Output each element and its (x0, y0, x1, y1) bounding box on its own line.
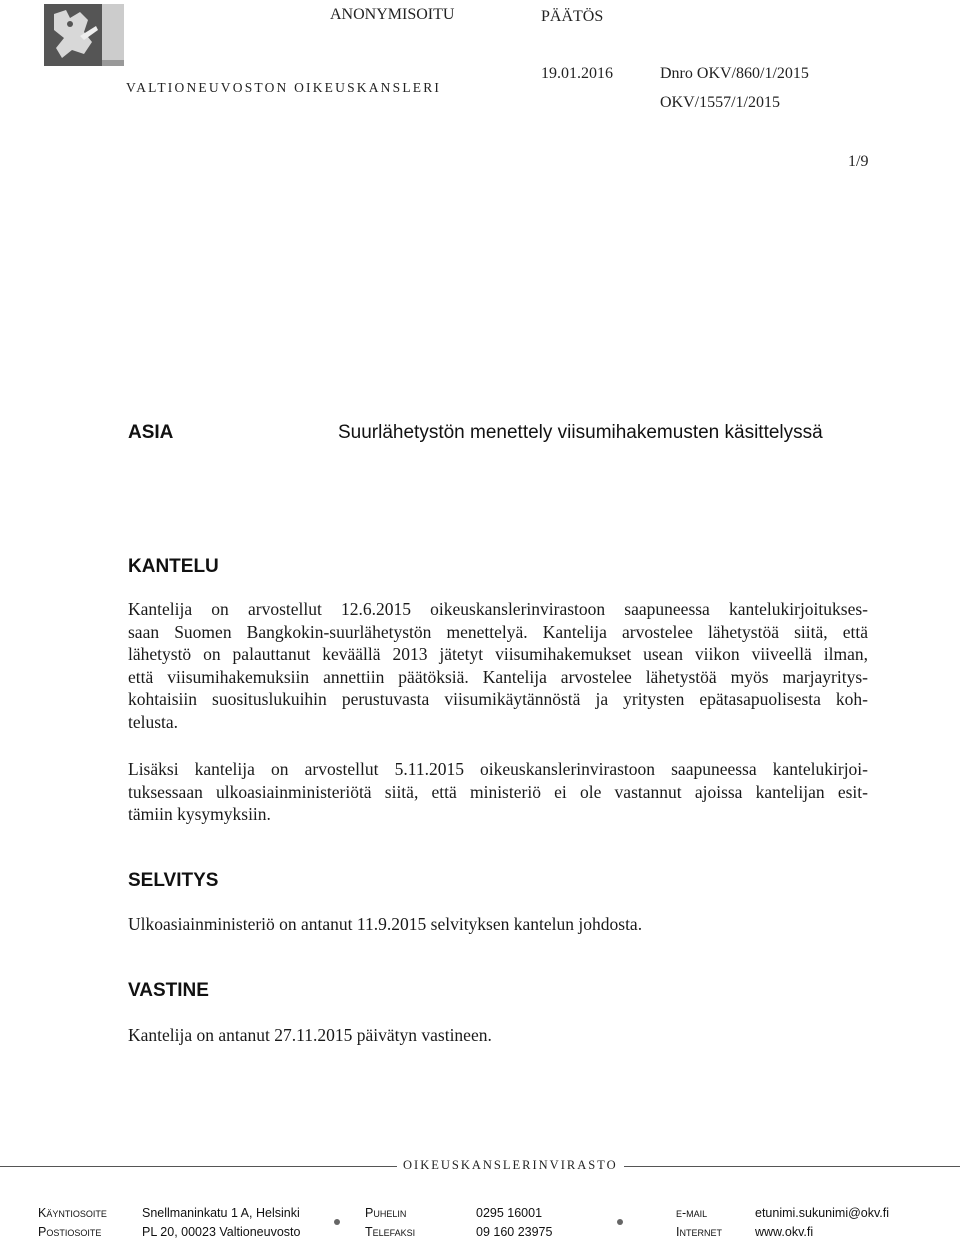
kantelu-paragraph-2 (128, 758, 868, 826)
phone-label (365, 1206, 406, 1220)
text-line: telusta. (128, 711, 179, 732)
selvitys-heading: SELVITYS (128, 870, 219, 891)
label-text: Telefaksi (365, 1225, 416, 1239)
asia-subject: Suurlähetystön menettely viisumihakemusten käsittelyssä (338, 422, 823, 443)
fax-number: 09 160 23975 (476, 1225, 553, 1239)
email-address[interactable]: etunimi.sukunimi@okv.fi (755, 1206, 890, 1220)
footer-bullet (617, 1219, 623, 1225)
postal-address-label (38, 1225, 101, 1239)
coat-of-arms-logo (40, 2, 128, 72)
postal-address: PL 20, 00023 Valtioneuvosto (142, 1225, 301, 1239)
selvitys-text (128, 913, 868, 936)
classification-label: ANONYMISOITU (330, 6, 455, 23)
label-text: e-mail (676, 1206, 708, 1220)
vastine-text (128, 1024, 868, 1047)
footer-organization: OIKEUSKANSLERINVIRASTO (397, 1158, 624, 1173)
text-line: Kantelija on antanut 27.11.2015 päivätyn vastineen. (128, 1025, 492, 1045)
text-line: tämiin kysymyksiin. (128, 804, 271, 825)
label-text: Postiosoite (38, 1225, 102, 1239)
organization-name: VALTIONEUVOSTON OIKEUSKANSLERI (126, 80, 442, 95)
document-type: PÄÄTÖS (541, 8, 604, 25)
text-line: kohtaisiin suosituslukuihin perustuvasta viisumikäytännöstä ja yritysten epätasapuolisesta koh- (128, 689, 868, 710)
text-line: lähetystö on palauttanut keväällä 2013 jätetyt viisumihakemukset usean viikon viiveellä ilman, (128, 644, 868, 665)
text-line: saan Suomen Bangkokin-suurlähetystön menettelyä. Kantelija arvostelee lähetystöä siitä, että (128, 621, 868, 642)
page-number: 1/9 (848, 153, 869, 170)
text-line: tuksessaan ulkoasiainministeriötä siitä, että ministeriö ei ole vastannut ajoissa kantelijan esit- (128, 781, 868, 802)
visiting-address-label (38, 1206, 107, 1220)
website-link[interactable]: www.okv.fi (755, 1225, 814, 1239)
text-line: Ulkoasiainministeriö on antanut 11.9.2015 selvityksen kantelun johdosta. (128, 914, 643, 934)
internet-label (676, 1225, 722, 1239)
kantelu-heading: KANTELU (128, 556, 219, 577)
fax-label (365, 1225, 415, 1239)
visiting-address: Snellmaninkatu 1 A, Helsinki (142, 1206, 300, 1220)
email-label (676, 1206, 707, 1220)
label-text: Puhelin (365, 1206, 407, 1220)
phone-number: 0295 16001 (476, 1206, 543, 1220)
vastine-heading: VASTINE (128, 980, 209, 1001)
label-text: Internet (676, 1225, 722, 1239)
text-line: Lisäksi kantelija on arvostellut 5.11.2015 oikeuskanslerinvirastoon saapuneessa kantelukirjoi- (128, 759, 868, 779)
text-line: Kantelija on arvostellut 12.6.2015 oikeuskanslerinvirastoon saapuneessa kantelukirjoitukses- (128, 599, 868, 619)
dnro-primary: Dnro OKV/860/1/2015 (660, 65, 809, 82)
asia-heading: ASIA (128, 422, 174, 443)
label-text: Käyntiosoite (38, 1206, 107, 1220)
document-date: 19.01.2016 (541, 65, 613, 82)
text-line: että viisumihakemuksiin annettiin päätöksiä. Kantelija arvostelee lähetystöä myös marjayritys- (128, 666, 868, 687)
footer-bullet (334, 1219, 340, 1225)
dnro-secondary: OKV/1557/1/2015 (660, 94, 780, 111)
kantelu-paragraph-1 (128, 598, 868, 734)
